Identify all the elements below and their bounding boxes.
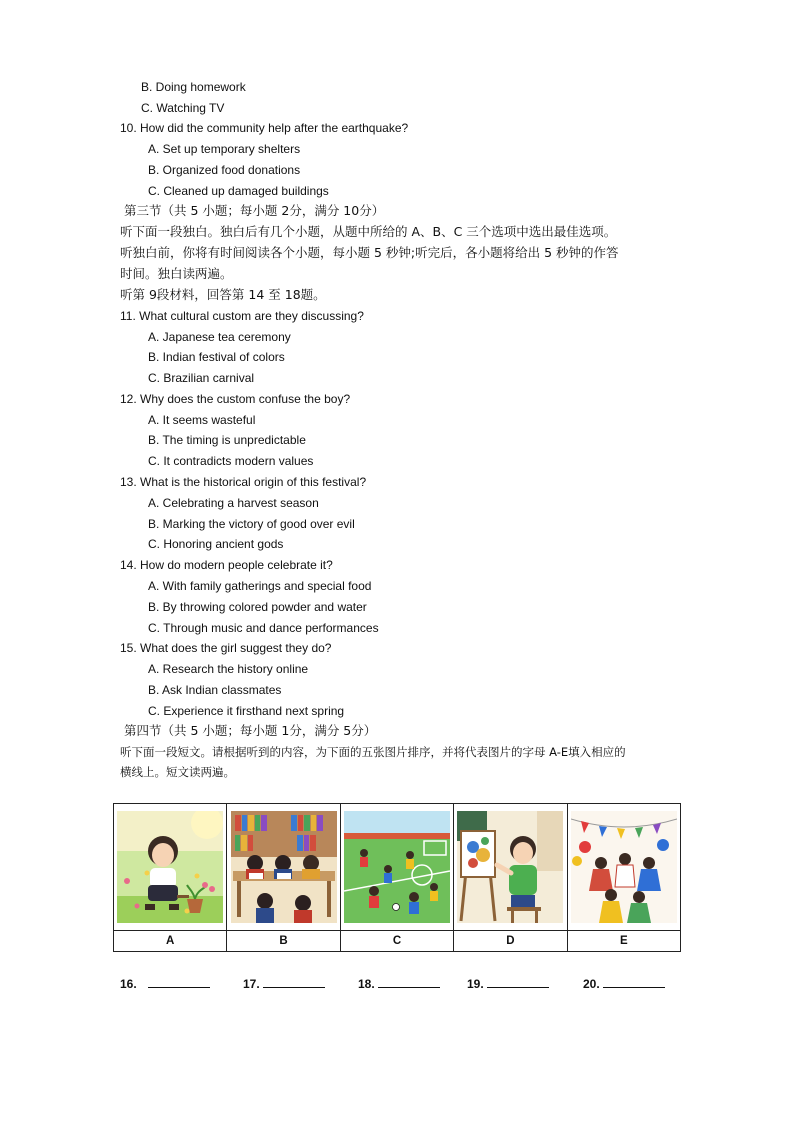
question-11: 11. What cultural custom are they discussing?	[120, 309, 364, 323]
question-15: 15. What does the girl suggest they do?	[120, 641, 332, 655]
answer-blank[interactable]	[378, 975, 440, 988]
picture-label-b: B	[227, 931, 340, 952]
answer-blank[interactable]	[263, 975, 325, 988]
q11-option-c: C. Brazilian carnival	[148, 371, 255, 385]
answer-blank[interactable]	[487, 975, 549, 988]
question-10: 10. How did the community help after the earthquake?	[120, 121, 409, 135]
question-13: 13. What is the historical origin of this festival?	[120, 475, 367, 489]
q13-option-c: C. Honoring ancient gods	[148, 537, 284, 551]
q10-option-b: B. Organized food donations	[148, 163, 301, 177]
picture-cell-c	[340, 804, 453, 931]
q10-option-a: A. Set up temporary shelters	[148, 142, 301, 156]
q14-option-a: A. With family gatherings and special food	[148, 579, 372, 593]
q12-option-a: A. It seems wasteful	[148, 413, 256, 427]
section4-heading: 第四节（共 5 小题；每小题 1分，满分 5分）	[124, 723, 377, 738]
answer-number: 19.	[467, 977, 484, 991]
q13-option-a: A. Celebrating a harvest season	[148, 496, 319, 510]
picture-label-e: E	[567, 931, 680, 952]
picture-label-a: A	[114, 931, 227, 952]
question-12: 12. Why does the custom confuse the boy?	[120, 392, 351, 406]
answer-number: 20.	[583, 977, 600, 991]
section3-instruction-3: 时间。独白读两遍。	[120, 266, 233, 281]
boy-painting-at-easel-illustration	[457, 811, 563, 923]
q14-option-c: C. Through music and dance performances	[148, 621, 379, 635]
picture-cell-e	[567, 804, 680, 931]
answer-blank[interactable]	[603, 975, 665, 988]
q9-option-c: C. Watching TV	[141, 101, 225, 115]
section3-material-note: 听第 9段材料，回答第 14 至 18题。	[120, 287, 326, 302]
q9-option-b: B. Doing homework	[141, 80, 246, 94]
answer-20	[583, 975, 665, 991]
section3-instruction-1: 听下面一段独白。独白后有几个小题，从题中所给的 A、B、C 三个选项中选出最佳选项。	[120, 224, 617, 239]
picture-cell-a	[114, 804, 227, 931]
picture-cell-d	[454, 804, 567, 931]
q15-option-c: C. Experience it firsthand next spring	[148, 704, 345, 718]
answer-18	[358, 975, 440, 991]
answer-number: 16.	[120, 977, 137, 991]
picture-table	[113, 803, 681, 952]
section4-instruction-1: 听下面一段短文。请根据听到的内容，为下面的五张图片排序，并将代表图片的字母 A-E填入相应的	[120, 745, 626, 759]
section3-heading: 第三节（共 5 小题；每小题 2分，满分 10分）	[124, 203, 385, 218]
children-dancing-at-festival-illustration	[571, 811, 677, 923]
q12-option-c: C. It contradicts modern values	[148, 454, 314, 468]
q12-option-b: B. The timing is unpredictable	[148, 433, 306, 447]
section3-instruction-2: 听独白前，你将有时间阅读各个小题，每小题 5 秒钟;听完后，各小题将给出 5 秒钟的作答	[120, 245, 619, 260]
q11-option-a: A. Japanese tea ceremony	[148, 330, 291, 344]
q11-option-b: B. Indian festival of colors	[148, 350, 285, 364]
answer-number: 18.	[358, 977, 375, 991]
children-reading-in-library-illustration	[231, 811, 337, 923]
answer-19	[467, 975, 549, 991]
q15-option-a: A. Research the history online	[148, 662, 309, 676]
q13-option-b: B. Marking the victory of good over evil	[148, 517, 355, 531]
picture-label-d: D	[454, 931, 567, 952]
children-playing-football-illustration	[344, 811, 450, 923]
section4-instruction-2: 横线上。短文读两遍。	[120, 765, 235, 779]
answer-17	[243, 975, 325, 991]
picture-cell-b	[227, 804, 340, 931]
q15-option-b: B. Ask Indian classmates	[148, 683, 282, 697]
girl-planting-seedling-illustration	[117, 811, 223, 923]
picture-label-c: C	[340, 931, 453, 952]
q14-option-b: B. By throwing colored powder and water	[148, 600, 367, 614]
q10-option-c: C. Cleaned up damaged buildings	[148, 184, 329, 198]
question-14: 14. How do modern people celebrate it?	[120, 558, 333, 572]
answer-number: 17.	[243, 977, 260, 991]
answer-blank[interactable]	[148, 975, 210, 988]
answer-16	[120, 975, 210, 991]
